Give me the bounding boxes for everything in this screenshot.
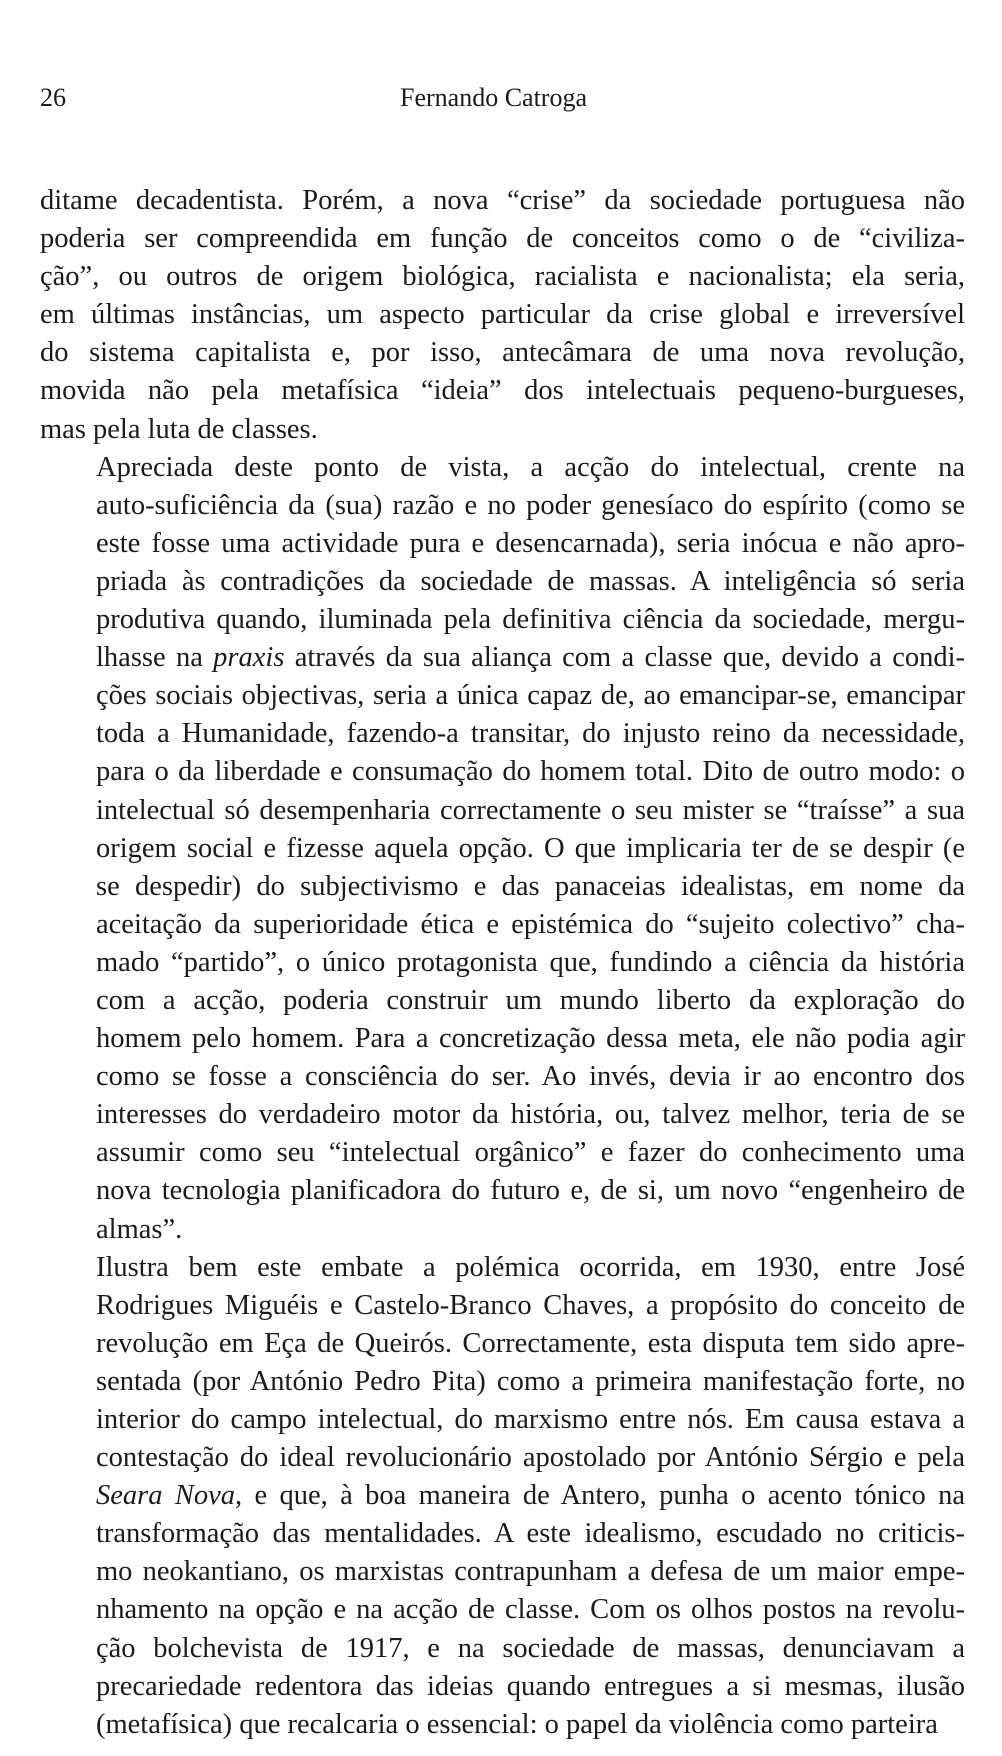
text-line: ção bolchevista de 1917, e na sociedade de massas, denunciavam a <box>96 1632 965 1664</box>
text-line: para o da liberdade e consumação do homem total. Dito de outro modo: o <box>96 756 965 788</box>
page-number: 26 <box>40 83 66 112</box>
text-line: Apreciada deste ponto de vista, a acção do intelectual, crente na <box>96 451 965 483</box>
text-line: mas pela luta de classes. <box>40 413 318 445</box>
text-line: Rodrigues Miguéis e Castelo-Branco Chaves, a propósito do conceito de <box>96 1289 965 1321</box>
text-line: assumir como seu “intelectual orgânico” e fazer do conhecimento uma <box>96 1137 965 1169</box>
text-line: como se fosse a consciência do ser. Ao invés, devia ir ao encontro dos <box>96 1061 965 1093</box>
running-head: Fernando Catroga <box>400 83 588 112</box>
text-line: mado “partido”, o único protagonista que, fundindo a ciência da história <box>96 946 965 978</box>
text-line: precariedade redentora das ideias quando entregues a si mesmas, ilusão <box>96 1670 965 1702</box>
text-line: nova tecnologia planificadora do futuro e, de si, um novo “engenheiro de <box>96 1175 965 1207</box>
text-line: movida não pela metafísica “ideia” dos intelectuais pequeno-burgueses, <box>40 375 965 407</box>
paragraph <box>40 449 965 1249</box>
text-line: (metafísica) que recalcaria o essencial: o papel da violência como parteira <box>96 1708 938 1740</box>
text-line: interesses do verdadeiro motor da história, ou, talvez melhor, teria de se <box>96 1099 965 1131</box>
text-line: mo neokantiano, os marxistas contrapunham a defesa de um maior empe- <box>96 1556 965 1588</box>
text-line: com a acção, poderia construir um mundo liberto da exploração do <box>96 984 965 1016</box>
text-line: ção”, ou outros de origem biológica, racialista e nacionalista; ela seria, <box>40 261 965 293</box>
paragraph <box>40 1249 965 1744</box>
text-line: aceitação da superioridade ética e epistémica do “sujeito colectivo” cha- <box>96 908 965 940</box>
text-line: transformação das mentalidades. A este idealismo, escudado no criticis- <box>96 1518 965 1550</box>
text-line <box>40 639 965 677</box>
text-line: priada às contradições da sociedade de massas. A inteligência só seria <box>96 565 965 597</box>
text-segment: , e que, à boa maneira de Antero, punha o acento tónico na <box>235 1480 965 1512</box>
text-line: este fosse uma actividade pura e desencarnada), seria inócua e não apro- <box>96 527 965 559</box>
italic-term: praxis <box>213 642 285 674</box>
body-text <box>40 182 965 1744</box>
paragraph <box>40 182 965 449</box>
text-line: do sistema capitalista e, por isso, antecâmara de uma nova revolução, <box>40 337 965 369</box>
text-line: homem pelo homem. Para a concretização dessa meta, ele não podia agir <box>96 1023 965 1055</box>
text-line: auto-suficiência da (sua) razão e no poder genesíaco do espírito (como se <box>96 489 965 521</box>
text-line <box>40 1477 965 1515</box>
text-line: sentada (por António Pedro Pita) como a primeira manifestação forte, no <box>96 1365 965 1397</box>
italic-term: Seara Nova <box>96 1480 236 1512</box>
text-line: revolução em Eça de Queirós. Correctamente, esta disputa tem sido apre- <box>96 1327 965 1359</box>
text-line: em últimas instâncias, um aspecto particular da crise global e irreversível <box>40 299 965 331</box>
text-line: se despedir) do subjectivismo e das panaceias idealistas, em nome da <box>96 870 965 902</box>
text-line: almas”. <box>96 1213 183 1245</box>
text-line: origem social e fizesse aquela opção. O que implicaria ter de se despir (e <box>96 832 965 864</box>
text-line: intelectual só desempenharia correctamente o seu mister se “traísse” a sua <box>96 794 965 826</box>
text-line: nhamento na opção e na acção de classe. Com os olhos postos na revolu- <box>96 1594 965 1626</box>
text-line: interior do campo intelectual, do marxismo entre nós. Em causa estava a <box>96 1404 965 1435</box>
text-segment: através da sua aliança com a classe que, devido a condi- <box>284 642 966 674</box>
text-line: ditame decadentista. Porém, a nova “crise” da sociedade portuguesa não <box>40 185 965 216</box>
text-line: ções sociais objectivas, seria a única capaz de, ao emancipar-se, emancipar <box>96 680 965 712</box>
text-line: toda a Humanidade, fazendo-a transitar, do injusto reino da necessidade, <box>96 718 965 750</box>
text-line: poderia ser compreendida em função de conceitos como o de “civiliza- <box>40 223 965 255</box>
text-line: Ilustra bem este embate a polémica ocorrida, em 1930, entre José <box>96 1251 965 1283</box>
text-line: produtiva quando, iluminada pela definitiva ciência da sociedade, mergu- <box>96 604 965 636</box>
text-segment: lhasse na <box>96 642 214 674</box>
text-line: contestação do ideal revolucionário apostolado por António Sérgio e pela <box>96 1442 965 1474</box>
